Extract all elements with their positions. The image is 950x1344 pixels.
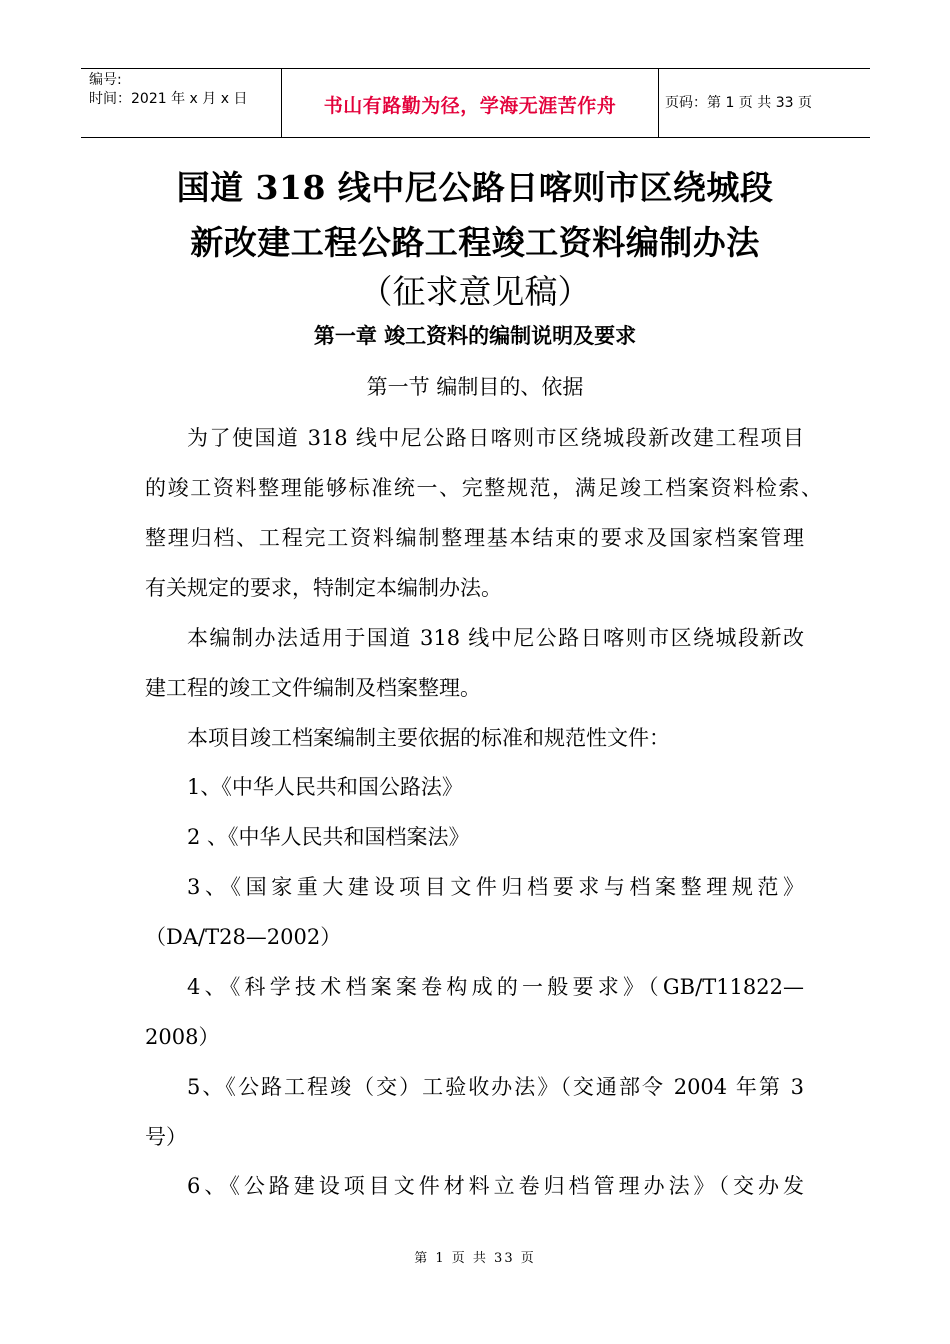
list-item-3-line-2: （DA/T28—2002） [145, 925, 342, 949]
list-item-1: 1、《中华人民共和国公路法》 [187, 775, 463, 799]
document-title-line-1: 国道 318 线中尼公路日喀则市区绕城段 [176, 168, 774, 207]
paragraph-1-line-3: 整理归档、工程完工资料编制整理基本结束的要求及国家档案管理 [145, 526, 804, 550]
header-meta-cell [81, 69, 282, 137]
list-item-5-line-2: 号） [145, 1125, 187, 1149]
paragraph-1-line-2: 的竣工资料整理能够标准统一、完整规范，满足竣工档案资料检索、 [145, 476, 822, 500]
header-table [81, 68, 870, 138]
header-page-info: 页码：第 1 页 共 33 页 [665, 95, 812, 111]
paragraph-3: 本项目竣工档案编制主要依据的标准和规范性文件： [187, 726, 670, 750]
list-item-3-line-1: 3、《国家重大建设项目文件归档要求与档案整理规范》 [187, 875, 804, 899]
document-title-draft-note: （征求意见稿） [359, 272, 591, 311]
list-item-6-line-1: 6、《公路建设项目文件材料立卷归档管理办法》（交办发 [187, 1174, 804, 1198]
document-number-label: 编号: [89, 72, 122, 88]
list-item-2: 2 、《中华人民共和国档案法》 [187, 825, 470, 849]
list-item-4-line-1: 4、《科学技术档案案卷构成的一般要求》（GB/T11822— [187, 975, 804, 999]
list-item-5-line-1: 5、《公路工程竣（交）工验收办法》（交通部令 2004 年第 3 [187, 1075, 804, 1099]
paragraph-2-line-1: 本编制办法适用于国道 318 线中尼公路日喀则市区绕城段新改 [187, 626, 804, 650]
header-page-cell [659, 69, 870, 137]
header-motto: 书山有路勤为径，学海无涯苦作舟 [323, 95, 617, 117]
document-time-label: 时间：2021 年 x 月 x 日 [89, 91, 248, 107]
paragraph-2-line-2: 建工程的竣工文件编制及档案整理。 [145, 676, 481, 700]
paragraph-1-line-4: 有关规定的要求，特制定本编制办法。 [145, 576, 502, 600]
header-motto-cell [282, 69, 659, 137]
chapter-heading: 第一章 竣工资料的编制说明及要求 [313, 324, 637, 348]
section-heading: 第一节 编制目的、依据 [366, 375, 584, 399]
paragraph-1-line-1: 为了使国道 318 线中尼公路日喀则市区绕城段新改建工程项目 [187, 426, 804, 450]
document-title-line-2: 新改建工程公路工程竣工资料编制办法 [190, 223, 760, 262]
page-footer: 第 1 页 共 33 页 [414, 1251, 536, 1266]
list-item-4-line-2: 2008） [145, 1025, 220, 1049]
